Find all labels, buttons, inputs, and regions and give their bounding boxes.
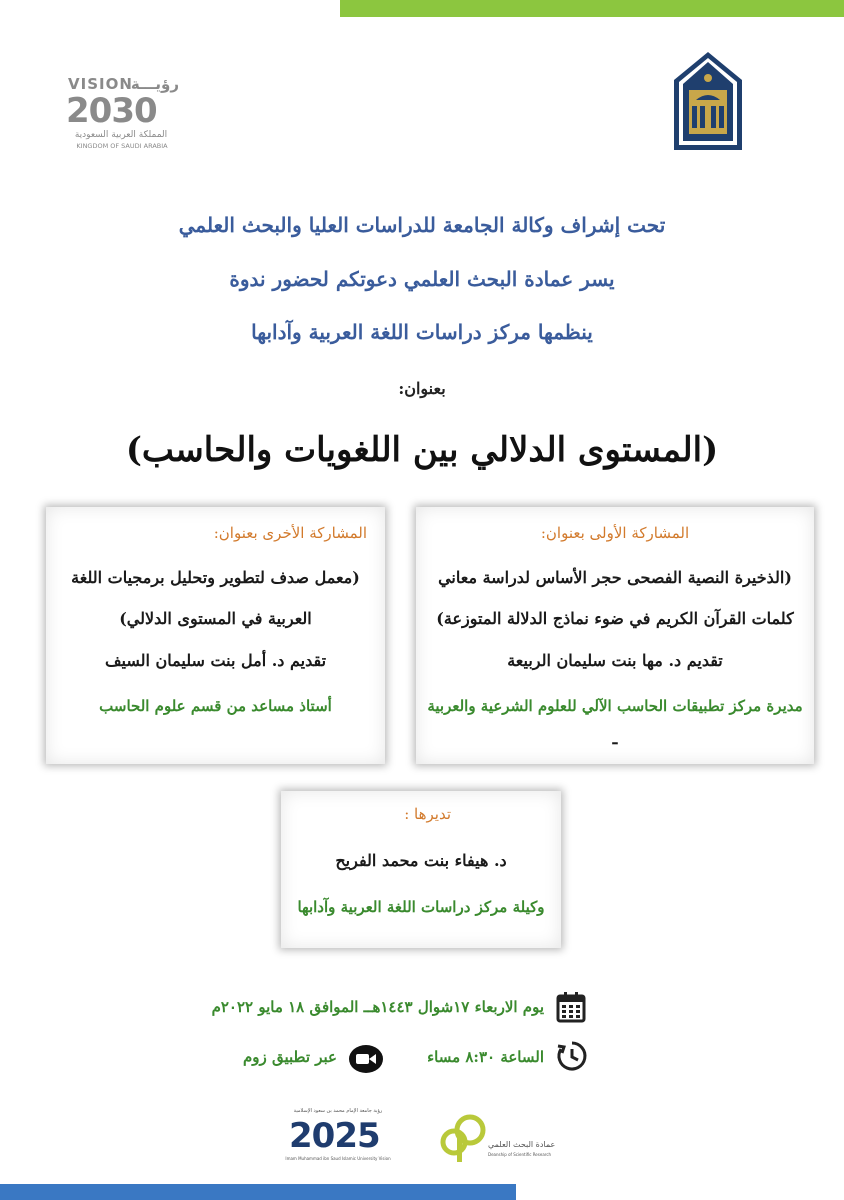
intro-line-2: يسر عمادة البحث العلمي دعوتكم لحضور ندوة <box>229 267 615 291</box>
first-dash: ـ <box>612 729 618 748</box>
second-role: أستاذ مساعد من قسم علوم الحاسب <box>99 697 332 715</box>
first-role: مديرة مركز تطبيقات الحاسب الآلي للعلوم الشرعية والعربية <box>427 697 803 715</box>
video-camera-icon <box>348 1044 384 1074</box>
vision-2025-year: 2025 <box>289 1116 380 1156</box>
event-time: الساعة ٨:٣٠ مساء <box>427 1048 544 1066</box>
second-topic-line-1: (معمل صدف لتطوير وتحليل برمجيات اللغة <box>71 568 360 587</box>
seminar-title: (المستوى الدلالي بين اللغويات والحاسب) <box>125 430 719 470</box>
first-presenter: تقديم د. مها بنت سليمان الربيعة <box>507 651 723 670</box>
university-2025-vision-logo <box>283 1108 393 1164</box>
calendar-icon <box>556 991 586 1023</box>
event-platform: عبر تطبيق زوم <box>242 1048 337 1066</box>
vision-en-text: VISION <box>68 75 133 93</box>
vision-2030-logo <box>60 75 185 155</box>
moderator-name: د. هيفاء بنت محمد الفريح <box>335 851 507 870</box>
vision-year: 2030 <box>66 91 157 131</box>
bottom-accent-bar <box>0 1184 516 1200</box>
top-accent-bar <box>340 0 844 17</box>
second-presenter: تقديم د. أمل بنت سليمان السيف <box>104 651 327 670</box>
first-topic-line-1: (الذخيرة النصية الفصحى حجر الأساس لدراسة معاني <box>438 568 792 587</box>
second-topic-line-2: العربية في المستوى الدلالي) <box>119 609 312 628</box>
title-label: بعنوان: <box>398 379 446 398</box>
vision-2025-sub-text: Imam Muhammad ibn Saud Islamic University Vision <box>285 1156 391 1161</box>
deanship-ar-text: عمادة البحث العلمي <box>488 1140 556 1149</box>
event-date: يوم الاربعاء ١٧شوال ١٤٤٣هــ الموافق ١٨ مايو ٢٠٢٢م <box>211 998 544 1016</box>
vision-ar-text: رؤيـــة <box>130 75 179 93</box>
clock-icon <box>556 1040 588 1072</box>
first-participation-card <box>416 507 814 764</box>
kingdom-en-text: KINGDOM OF SAUDI ARABIA <box>76 142 168 150</box>
moderator-role: وكيلة مركز دراسات اللغة العربية وآدابها <box>297 898 545 916</box>
first-heading: المشاركة الأولى بعنوان: <box>540 524 690 542</box>
moderator-card <box>281 791 561 948</box>
university-crest-icon <box>672 50 744 152</box>
moderator-heading: تديرها : <box>404 805 451 823</box>
second-heading: المشاركة الأخرى بعنوان: <box>213 524 367 542</box>
intro-line-1: تحت إشراف وكالة الجامعة للدراسات العليا والبحث العلمي <box>178 213 666 237</box>
deanship-research-logo <box>440 1112 556 1167</box>
deanship-logo-icon <box>440 1112 488 1164</box>
deanship-en-text: Deanship of Scientific Research <box>488 1152 552 1157</box>
vision-2025-top-text: رؤية جامعة الإمام محمد بن سعود الإسلامية <box>293 1108 383 1114</box>
second-participation-card <box>46 507 385 764</box>
intro-line-3: ينظمها مركز دراسات اللغة العربية وآدابها <box>251 320 593 344</box>
first-topic-line-2: كلمات القرآن الكريم في ضوء نماذج الدلالة المتوزعة) <box>436 609 794 628</box>
kingdom-ar-text: المملكة العربية السعودية <box>74 130 168 140</box>
